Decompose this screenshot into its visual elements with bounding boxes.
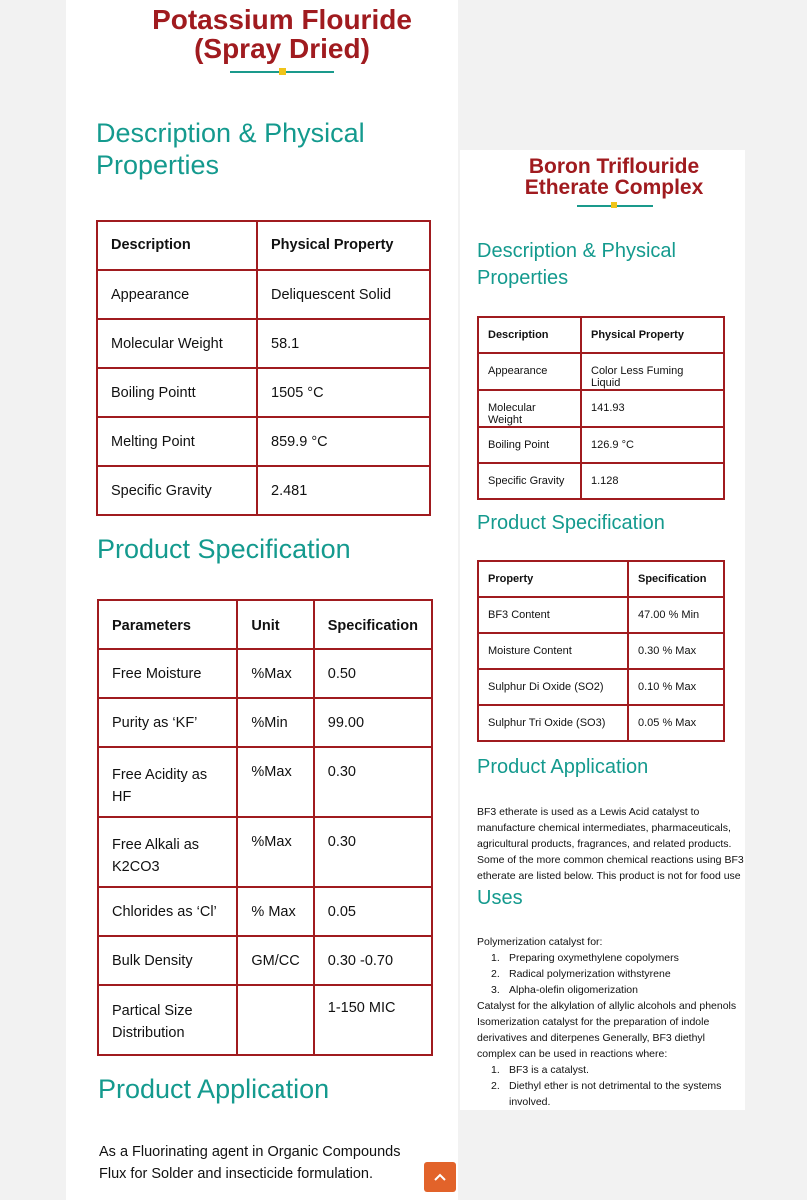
list-item: 3. Alpha-olefin oligomerization (491, 984, 638, 996)
table-row (97, 466, 430, 515)
scroll-to-top-button[interactable] (424, 1162, 456, 1192)
table-cell: Melting Point (97, 417, 257, 466)
left-title-line1: Potassium Flouride (152, 4, 412, 35)
table-cell: Free Acidity as HF (98, 747, 237, 817)
table-row (98, 698, 432, 747)
left-properties-table (96, 220, 431, 516)
table-header-cell: Unit (237, 600, 313, 649)
left-application-line: Flux for Solder and insecticide formulation. (99, 1166, 374, 1182)
right-product-title (460, 156, 768, 198)
table-cell: 0.05 % Max (628, 705, 724, 741)
table-header-cell: Parameters (98, 600, 237, 649)
table-row (478, 669, 724, 705)
table-cell: Partical Size Distribution (98, 985, 237, 1055)
table-row (98, 817, 432, 887)
table-cell: 0.30 (314, 747, 432, 817)
table-row (97, 319, 430, 368)
list-item-text: Radical polymerization withstyrene (509, 968, 671, 980)
table-cell: Color Less Fuming Liquid (581, 353, 724, 390)
table-cell: 2.481 (257, 466, 430, 515)
table-row (98, 887, 432, 936)
list-item-text: Diethyl ether is not detrimental to the systems (509, 1080, 722, 1092)
right-title-line1: Boron Triflouride (528, 155, 700, 178)
right-uses-intro: Polymerization catalyst for: (477, 936, 603, 948)
table-cell: Moisture Content (478, 633, 628, 669)
left-desc-heading-line2: Properties (96, 150, 220, 181)
table-cell: 0.30 (314, 817, 432, 887)
table-cell: 141.93 (581, 390, 724, 427)
table-cell: Boiling Point (478, 427, 581, 463)
table-cell: 126.9 °C (581, 427, 724, 463)
table-cell: Bulk Density (98, 936, 237, 985)
right-title-line2: Etherate Complex (524, 176, 704, 199)
chevron-up-icon (434, 1168, 446, 1185)
table-row (97, 417, 430, 466)
table-row (478, 597, 724, 633)
table-cell: 1505 °C (257, 368, 430, 417)
table-cell: %Max (237, 817, 313, 887)
table-row (98, 936, 432, 985)
table-row (98, 747, 432, 817)
table-cell: % Max (237, 887, 313, 936)
table-cell: Free Alkali as K2CO3 (98, 817, 237, 887)
right-uses-line: Isomerization catalyst for the preparation of indole (477, 1016, 710, 1028)
table-header-row (478, 317, 724, 353)
table-header-cell: Property (478, 561, 628, 597)
left-description-heading (96, 117, 365, 182)
right-uses-line: Catalyst for the alkylation of allylic alcohols and phenols (477, 1000, 737, 1012)
left-desc-heading-line1: Description & Physical (96, 118, 365, 148)
table-row (478, 390, 724, 427)
list-item (491, 1094, 752, 1110)
list-item: 1. BF3 is a catalyst. (491, 1064, 589, 1076)
table-row (98, 649, 432, 698)
list-item-text: BF3 is a catalyst. (509, 1064, 589, 1076)
right-uses-list1 (477, 950, 752, 998)
table-cell: Molecular Weight (97, 319, 257, 368)
table-cell (237, 985, 313, 1055)
table-cell: %Max (237, 649, 313, 698)
left-application-text (99, 1141, 400, 1185)
table-row (478, 427, 724, 463)
table-cell: 859.9 °C (257, 417, 430, 466)
table-row (478, 353, 724, 390)
list-item-text: Alpha-olefin oligomerization (509, 984, 638, 996)
right-application-line: Some of the more common chemical reactions using BF3 (477, 854, 744, 866)
right-desc-heading-line2: Properties (477, 267, 569, 289)
right-specification-table (477, 560, 725, 742)
table-cell: Molecular Weight (478, 390, 581, 427)
table-cell: Appearance (478, 353, 581, 390)
table-cell: Boiling Pointt (97, 368, 257, 417)
table-cell: 58.1 (257, 319, 430, 368)
list-item: 1. Preparing oxymethylene copolymers (491, 952, 679, 964)
table-cell: 47.00 % Min (628, 597, 724, 633)
right-application-heading: Product Application (477, 756, 649, 778)
right-spec-heading: Product Specification (477, 512, 665, 534)
left-title-line2: (Spray Dried) (194, 33, 370, 65)
table-cell: Chlorides as ‘Cl’ (98, 887, 237, 936)
table-cell: %Max (237, 747, 313, 817)
left-product-title (66, 5, 498, 64)
table-cell: 0.30 -0.70 (314, 936, 432, 985)
right-application-line: manufacture chemical intermediates, pharmaceuticals, (477, 822, 731, 834)
right-uses-line: derivatives and diterpenes Generally, BF3 diethyl (477, 1032, 706, 1044)
table-row (97, 270, 430, 319)
table-cell: 0.05 (314, 887, 432, 936)
list-item: 2. Radical polymerization withstyrene (491, 968, 671, 980)
table-header-cell: Description (97, 221, 257, 270)
table-cell: Specific Gravity (478, 463, 581, 499)
table-header-cell: Specification (314, 600, 432, 649)
table-header-cell: Specification (628, 561, 724, 597)
left-application-heading: Product Application (98, 1074, 330, 1104)
right-description-heading (477, 238, 676, 292)
right-uses-heading: Uses (477, 887, 523, 909)
table-header-row (98, 600, 432, 649)
right-application-line: BF3 etherate is used as a Lewis Acid catalyst to (477, 806, 700, 818)
table-header-cell: Physical Property (581, 317, 724, 353)
table-cell: 0.30 % Max (628, 633, 724, 669)
table-row (97, 368, 430, 417)
right-uses-text (477, 934, 752, 1110)
right-properties-table (477, 316, 725, 500)
table-header-cell: Description (478, 317, 581, 353)
table-row (478, 705, 724, 741)
table-header-cell: Physical Property (257, 221, 430, 270)
left-title-divider-dot (279, 68, 286, 75)
table-cell: Sulphur Tri Oxide (SO3) (478, 705, 628, 741)
table-cell: 1-150 MIC (314, 985, 432, 1055)
table-cell: Deliquescent Solid (257, 270, 430, 319)
table-row (478, 633, 724, 669)
right-desc-heading-line1: Description & Physical (477, 240, 676, 262)
left-specification-table (97, 599, 433, 1056)
list-item-text: Preparing oxymethylene copolymers (509, 952, 679, 964)
right-uses-list2 (477, 1062, 752, 1110)
list-item: 2. Diethyl ether is not detrimental to the systems (491, 1080, 722, 1092)
table-cell: Appearance (97, 270, 257, 319)
left-application-line: As a Fluorinating agent in Organic Compounds (99, 1144, 401, 1160)
table-cell: 99.00 (314, 698, 432, 747)
table-row (98, 985, 432, 1055)
table-header-row (97, 221, 430, 270)
table-cell: %Min (237, 698, 313, 747)
table-cell: 0.10 % Max (628, 669, 724, 705)
table-cell: GM/CC (237, 936, 313, 985)
right-title-divider-dot (611, 202, 617, 208)
table-header-row (478, 561, 724, 597)
right-application-text (477, 804, 745, 884)
table-cell: Free Moisture (98, 649, 237, 698)
right-application-line: agricultural products, fragrances, and related products. (477, 838, 732, 850)
right-uses-line: complex can be used in reactions where: (477, 1048, 668, 1060)
table-cell: BF3 Content (478, 597, 628, 633)
left-spec-heading: Product Specification (97, 534, 351, 564)
table-cell: 0.50 (314, 649, 432, 698)
list-item-text: involved. (509, 1096, 551, 1108)
right-application-line: etherate are listed below. This product is not for food use (477, 870, 741, 882)
table-cell: Specific Gravity (97, 466, 257, 515)
table-row (478, 463, 724, 499)
table-cell: Purity as ‘KF’ (98, 698, 237, 747)
table-cell: Sulphur Di Oxide (SO2) (478, 669, 628, 705)
table-cell: 1.128 (581, 463, 724, 499)
